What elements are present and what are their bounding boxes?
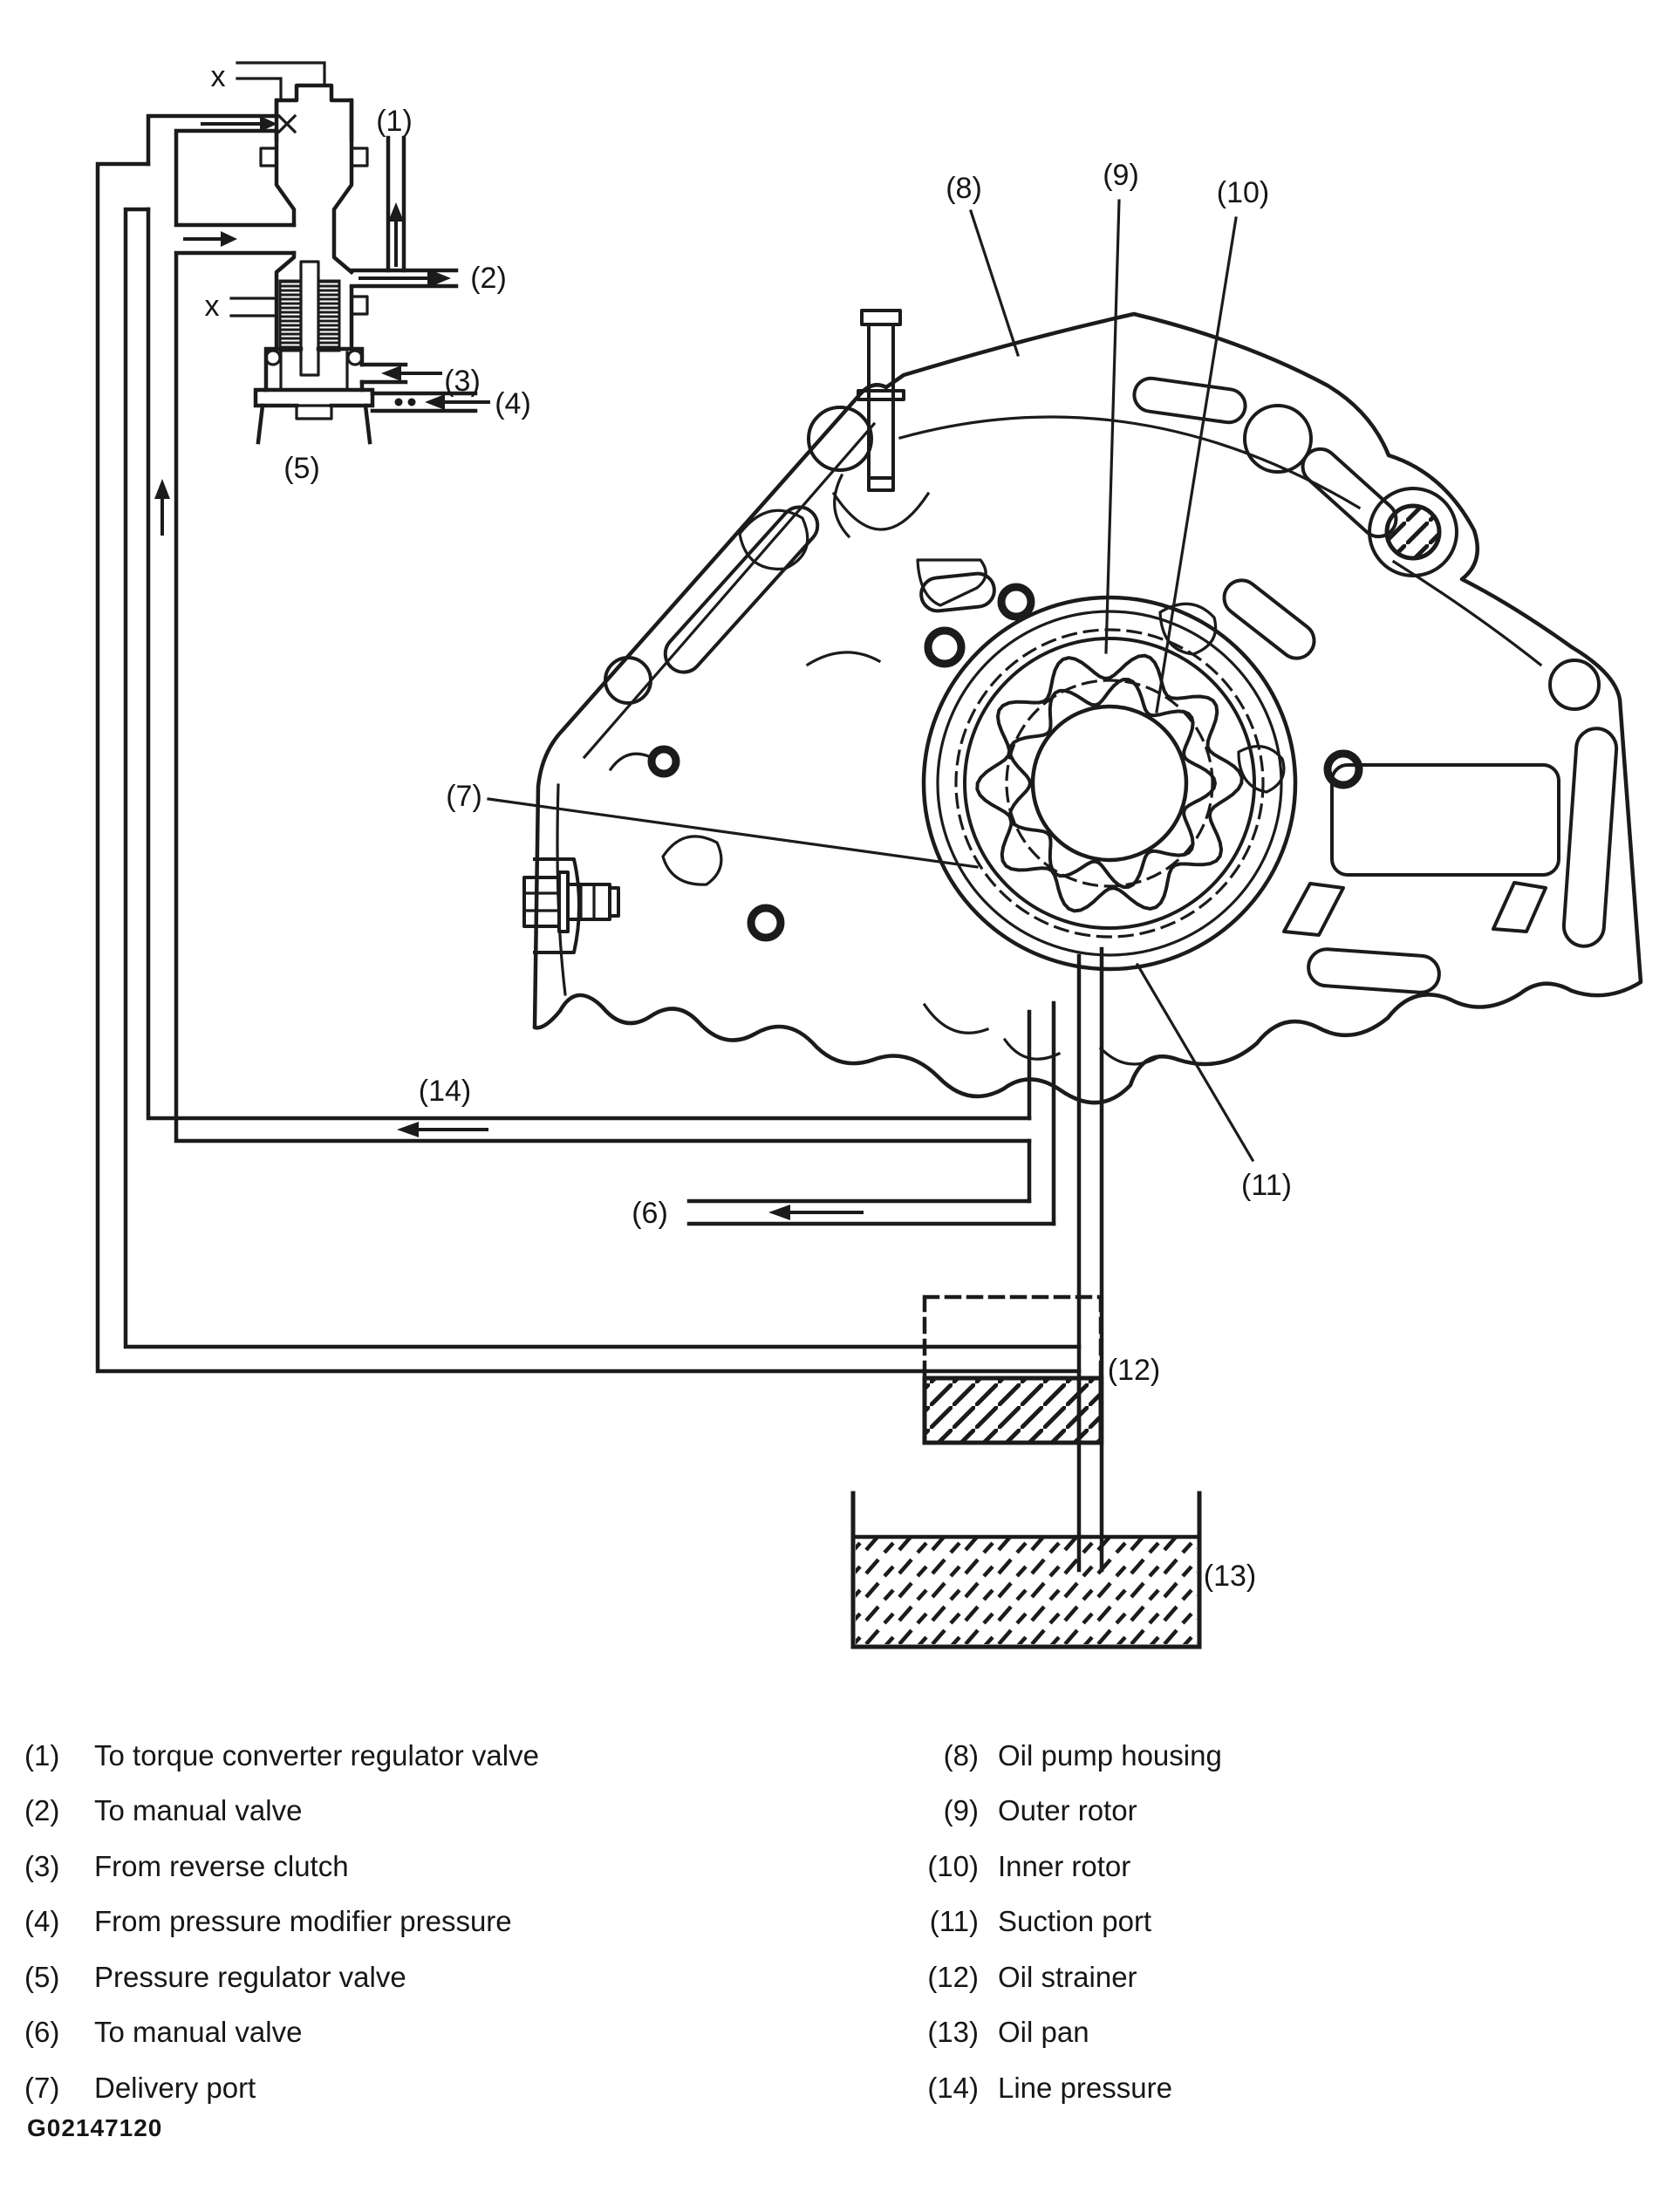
callout-10: (10)	[1216, 176, 1270, 209]
callout-3: (3)	[444, 365, 481, 398]
leader-outer-rotor	[1106, 201, 1119, 652]
x-mark-mid: x	[204, 290, 220, 323]
legend-left-column	[24, 1728, 775, 2116]
legend-row	[921, 2005, 1671, 2061]
legend-number: (14)	[927, 2071, 979, 2104]
valve-cap	[277, 85, 352, 140]
callout-8: (8)	[946, 172, 982, 205]
legend-number: (4)	[24, 1905, 60, 1938]
legend-row	[24, 1784, 775, 1840]
legend-label: To manual valve	[94, 1794, 303, 1827]
legend-row	[24, 2060, 775, 2116]
oil-pan	[853, 1493, 1199, 1647]
callout-13: (13)	[1203, 1560, 1257, 1593]
legend-row	[24, 1839, 775, 1895]
rotor-bore-inner	[938, 611, 1281, 955]
legend-row	[921, 1728, 1671, 1784]
legend-number: (3)	[24, 1849, 60, 1882]
valve-flange	[256, 390, 372, 442]
callout-11: (11)	[1241, 1169, 1292, 1202]
legend-row	[24, 2005, 775, 2061]
legend-label: Line pressure	[998, 2071, 1172, 2104]
legend-number: (8)	[943, 1738, 979, 1772]
pipe-delivery	[1029, 1003, 1054, 1224]
callout-1: (1)	[376, 105, 413, 138]
legend-label: Delivery port	[94, 2071, 256, 2104]
legend-label: To torque converter regulator valve	[94, 1738, 539, 1772]
legend-number: (9)	[943, 1794, 979, 1827]
legend-number: (1)	[24, 1738, 60, 1772]
legend-row	[921, 1895, 1671, 1950]
legend-label: Outer rotor	[998, 1794, 1137, 1827]
callout-9: (9)	[1103, 159, 1139, 192]
legend-number: (7)	[24, 2071, 60, 2104]
flow-arrows	[154, 116, 862, 1220]
legend-number: (13)	[927, 2016, 979, 2049]
pitch-circle	[956, 630, 1263, 937]
oil-pump-housing	[524, 311, 1641, 1103]
legend-number: (6)	[24, 2016, 60, 2049]
callout-6: (6)	[632, 1197, 668, 1230]
inner-rotor-bore	[1033, 707, 1186, 860]
flow-arrow-up-left-pipe	[154, 479, 170, 534]
legend-row	[921, 1784, 1671, 1840]
callout-5: (5)	[283, 452, 320, 485]
outer-rotor-rim	[965, 638, 1254, 928]
legend-number: (12)	[927, 1960, 979, 1993]
legend-label: Oil pump housing	[998, 1738, 1222, 1772]
flow-arrow-to-manual-valve-bottom	[768, 1205, 862, 1220]
callout-labels	[205, 60, 1292, 1593]
legend-label: Pressure regulator valve	[94, 1960, 406, 1993]
pipe-outer-left	[98, 164, 1079, 1371]
legend-number: (2)	[24, 1794, 60, 1827]
outer-rotor	[977, 656, 1241, 911]
legend-row	[921, 2060, 1671, 2116]
pipe-to-manual-valve	[689, 1201, 1054, 1224]
legend-row	[24, 1895, 775, 1950]
callout-7: (7)	[446, 780, 482, 813]
figure-code: G02147120	[27, 2114, 163, 2141]
legend-row	[921, 1839, 1671, 1895]
flow-arrow-from-reverse-clutch	[381, 365, 440, 381]
pressure-regulator-valve	[256, 85, 372, 442]
callout-12: (12)	[1107, 1354, 1161, 1387]
drain-plug	[1369, 488, 1457, 576]
legend-number: (11)	[929, 1905, 979, 1938]
legend-number: (5)	[24, 1960, 60, 1993]
flow-arrow-line-pressure	[397, 1122, 487, 1137]
stud-bolt	[858, 311, 904, 490]
valve-cup	[266, 349, 362, 390]
x-mark-top: x	[210, 60, 226, 93]
legend-label: Oil pan	[998, 2016, 1089, 2049]
callout-14: (14)	[418, 1075, 472, 1108]
legend-right-column	[921, 1728, 1671, 2116]
flow-arrow-into-valve-mid	[185, 231, 237, 247]
leader-oil-pump-housing	[971, 211, 1018, 355]
legend-label: From pressure modifier pressure	[94, 1905, 512, 1938]
leader-suction-port	[1137, 965, 1253, 1160]
legend-number: (10)	[927, 1849, 979, 1882]
flow-arrow-up-torque-converter	[388, 202, 404, 265]
callout-4: (4)	[495, 387, 531, 420]
legend-label: From reverse clutch	[94, 1849, 349, 1882]
pipe-suction	[1079, 949, 1102, 1570]
gerotor	[924, 597, 1295, 969]
valve-spring	[280, 262, 339, 375]
leader-delivery-port	[488, 799, 977, 867]
callout-2: (2)	[470, 262, 507, 295]
pipe-network	[98, 63, 1102, 1570]
legend-row	[24, 1728, 775, 1784]
legend-row	[921, 1949, 1671, 2005]
legend-label: Suction port	[998, 1905, 1152, 1938]
legend-label: To manual valve	[94, 2016, 303, 2049]
legend-label: Oil strainer	[998, 1960, 1137, 1993]
legend-row	[24, 1949, 775, 2005]
legend-label: Inner rotor	[998, 1849, 1131, 1882]
